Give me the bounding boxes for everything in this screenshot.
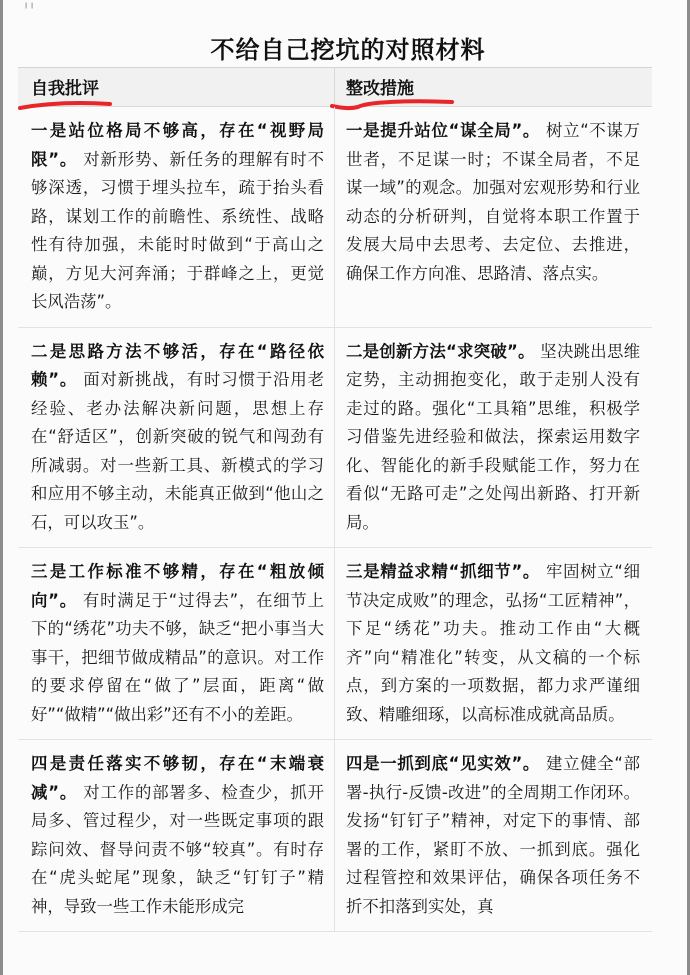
self-criticism-cell — [18, 548, 335, 739]
table-header — [18, 68, 652, 107]
table-row — [18, 328, 652, 549]
measure-heading: 一是提升站位“谋全局”。 — [346, 121, 541, 140]
rectification-cell — [335, 107, 652, 327]
point-heading: 三是工作标准不够精，存在“粗放倾向”。 — [31, 562, 324, 610]
rectification-cell — [335, 328, 652, 548]
top-mark: ╷╷ — [23, 0, 36, 9]
rectification-cell — [335, 740, 652, 931]
measure-text: 建立健全“部署-执行-反馈-改进”的全周期工作闭环。发扬“钉钉子”精神，对定下的事情、部署的工作，紧盯不放、一抓到底。强化过程管控和效果评估，确保各项任务不折不扣落到实处，真 — [346, 754, 641, 916]
self-criticism-cell — [18, 328, 335, 548]
measure-heading: 三是精益求精“抓细节”。 — [346, 562, 541, 581]
header-self-criticism: 自我批评 — [31, 79, 99, 99]
point-heading: 四是责任落实不够韧，存在“末端衰减”。 — [31, 754, 324, 802]
point-text: 对新形势、新任务的理解有时不够深透，习惯于埋头拉车，疏于抬头看路，谋划工作的前瞻性、系统性、战略性有待加强，未能时时做到“于高山之巅，方见大河奔涌；于群峰之上，更觉长风浩荡”。 — [31, 149, 324, 311]
point-text: 有时满足于“过得去”，在细节上下的“绣花”功夫不够，缺乏“把小事当大事干，把细节做成精品”的意识。对工作的要求停留在“做了”层面，距离“做好”“做精”“做出彩”还有不小的差距。 — [31, 590, 324, 724]
measure-text: 牢固树立“细节决定成败”的理念，弘扬“工匠精神”，下足“绣花”功夫。推动工作由“大概齐”向“精准化”转变，从文稿的一个标点，到方案的一项数据，都力求严谨细致、精雕细琢，以高标准成就高品质。 — [346, 562, 641, 724]
table-row — [18, 740, 652, 932]
self-criticism-cell — [18, 107, 335, 327]
rectification-cell — [335, 548, 652, 739]
point-text: 面对新挑战，有时习惯于沿用老经验、老办法解决新问题，思想上存在“舒适区”，创新突破的锐气和闯劲有所减弱。对一些新工具、新模式的学习和应用不够主动，未能真正做到“他山之石，可以攻玉”。 — [31, 370, 324, 532]
point-text: 对工作的部署多、检查少，抓开局多、管过程少，对一些既定事项的跟踪问效、督导问责不够“较真”。有时存在“虎头蛇尾”现象，缺乏“钉钉子”精神，导致一些工作未能形成完 — [31, 782, 324, 916]
point-heading: 二是思路方法不够活，存在“路径依赖”。 — [31, 341, 324, 389]
measure-heading: 二是创新方法“求突破”。 — [346, 341, 535, 361]
measure-text: 坚决跳出思维定势，主动拥抱变化，敢于走别人没有走过的路。强化“工具箱”思维，积极学习借鉴先进经验和做法，探索运用数字化、智能化的新手段赋能工作，努力在看似“无路可走”之处闯出新路、打开新局。 — [346, 341, 641, 532]
measure-heading: 四是一抓到底“见实效”。 — [346, 754, 541, 773]
comparison-table — [18, 67, 652, 932]
point-heading: 一是站位格局不够高，存在“视野局限”。 — [31, 121, 324, 169]
table-row — [18, 107, 652, 328]
table-row — [18, 548, 652, 740]
document-title: 不给自己挖坑的对照材料 — [210, 36, 486, 64]
measure-text: 树立“不谋万世者，不足谋一时；不谋全局者，不足谋一域”的观念。加强对宏观形势和行业动态的分析研判，自觉将本职工作置于发展大局中去思考、去定位、去推进，确保工作方向准、思路清、落点实。 — [346, 121, 641, 283]
header-rectification: 整改措施 — [346, 79, 414, 99]
self-criticism-cell — [18, 740, 335, 931]
